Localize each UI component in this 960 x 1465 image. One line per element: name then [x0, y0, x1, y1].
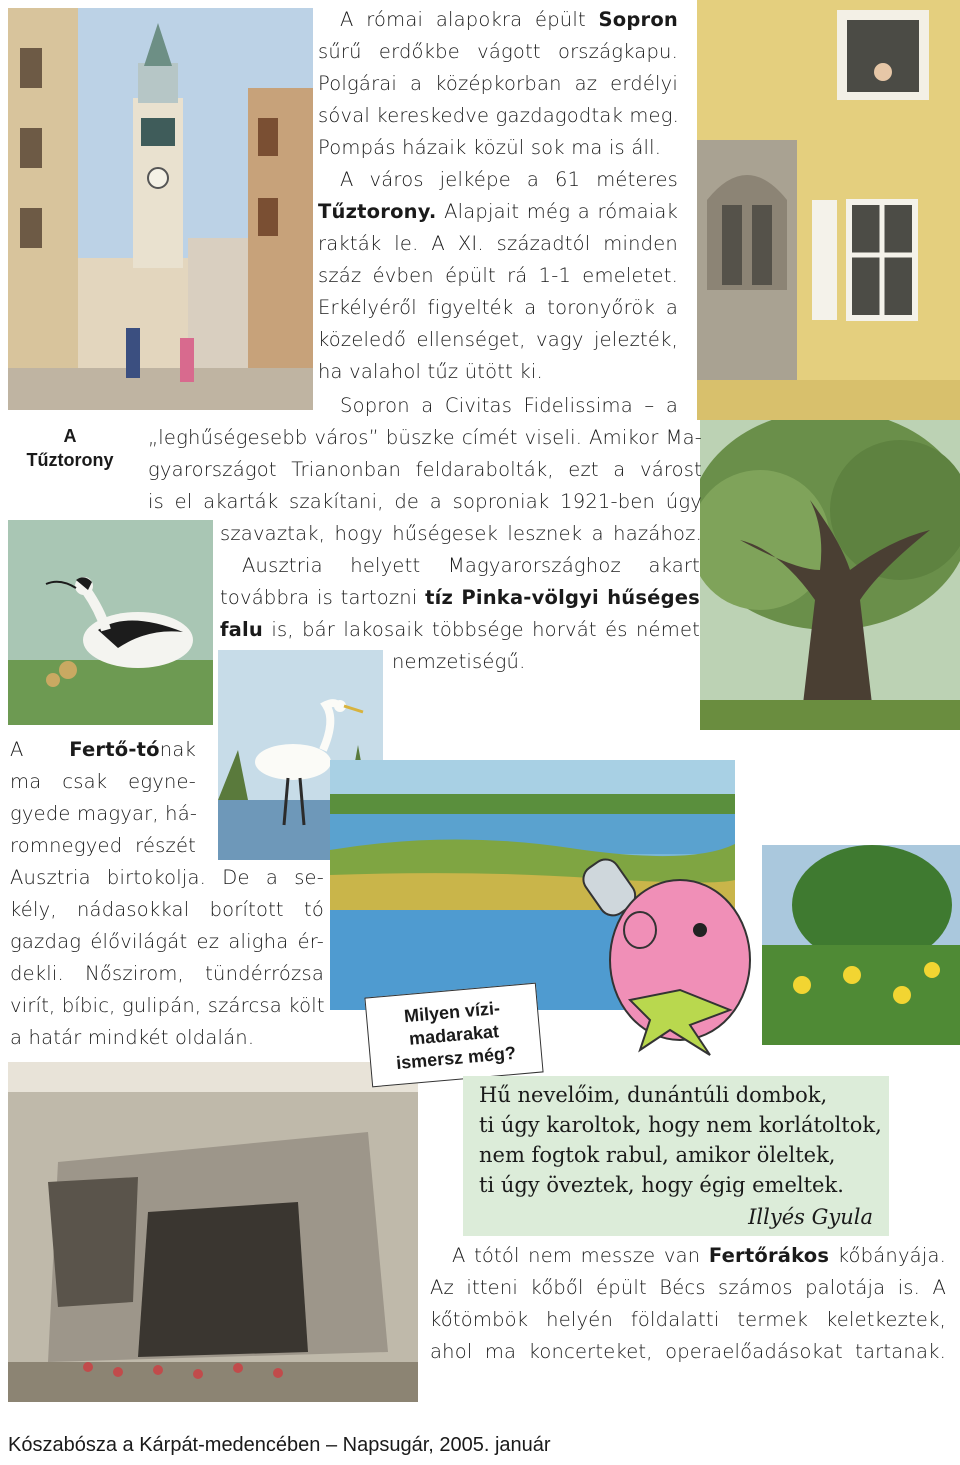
sopron-text-run: Alapjait még a rómaiak	[436, 200, 678, 223]
quarry-line	[430, 1272, 946, 1304]
sopron-text-run: Ausztria helyett Magyarországhoz akart	[242, 554, 700, 577]
sopron-text-run: Sopron a Civitas Fidelissima – a	[340, 394, 678, 417]
ferto-line	[10, 862, 324, 894]
ferto-line	[10, 766, 196, 798]
sopron-line	[220, 582, 700, 614]
ferto-line	[10, 894, 324, 926]
sopron-line	[340, 390, 678, 422]
sopron-text-run: gyarországot Trianonban feldarabolták, ezt a várost	[148, 458, 702, 481]
sopron-line	[318, 356, 678, 388]
poem-line-1: Hű nevelőim, dunántúli dombok,	[479, 1083, 828, 1107]
poem-line-4: ti úgy öveztek, hogy égig emeltek.	[479, 1173, 844, 1197]
sopron-text-run: Polgárai a középkorban az erdélyi	[318, 72, 678, 95]
sopron-text-run: továbbra is tartozni	[220, 586, 426, 609]
quarry-line	[430, 1304, 946, 1336]
iris-flowers-photo	[762, 845, 960, 1045]
ferto-text-run: ma csak egyne-	[10, 770, 196, 793]
sopron-line	[148, 486, 702, 518]
quarry-text-run: kőtömbök helyén földalatti termek keletkeztek,	[430, 1308, 946, 1331]
ferto-text-run: Ausztria birtokolja. De a se-	[10, 866, 324, 889]
sopron-line	[340, 4, 678, 36]
ferto-line	[10, 830, 196, 862]
sopron-text-run: „leghűségesebb város” büszke címét viseli. Amikor Ma-	[148, 426, 702, 449]
sopron-text-run: sóval kereskedve gazdagodtak meg.	[318, 104, 680, 127]
question-line-2: madarakat	[408, 1021, 500, 1049]
sopron-text-run: nemzetiségű.	[392, 650, 526, 673]
poem-author: Illyés Gyula	[748, 1205, 873, 1229]
sopron-text-run: Sopron	[598, 8, 678, 31]
sopron-text-run: ha valahol tűz ütött ki.	[318, 360, 543, 383]
sopron-line	[318, 132, 678, 164]
tuztorony-caption	[10, 424, 130, 472]
sopron-text-run: tíz Pinka-völgyi hűséges	[425, 586, 700, 609]
sopron-line	[318, 196, 678, 228]
sopron-text-run: is, bár lakosaik többsége horvát és német	[263, 618, 700, 641]
sopron-text-run: Pompás házaik közül sok ma is áll.	[318, 136, 662, 159]
ferto-text-run: virít, bíbic, gulipán, szárcsa költ	[10, 994, 325, 1017]
sopron-line	[392, 646, 700, 678]
quarry-line	[430, 1336, 946, 1368]
ferto-text-run: gazdag élővilágát ez aligha ér-	[10, 930, 324, 953]
sopron-article-text	[0, 0, 960, 700]
ferto-text-run: gyede magyar, há-	[10, 802, 198, 825]
sopron-line	[220, 614, 700, 646]
sopron-text-run: A város jelképe a 61 méteres	[340, 168, 678, 191]
sopron-text-run: A római alapokra épült	[340, 8, 599, 31]
sopron-text-run: száz évben épült rá 1-1 emeletet.	[318, 264, 678, 287]
ferto-line	[10, 958, 324, 990]
quarry-text-run: Az itteni kőből épült Bécs számos palotája is. A	[430, 1276, 946, 1299]
sopron-text-run: Tűztorony.	[318, 200, 437, 223]
cartoon-dragon-illustration	[570, 850, 760, 1065]
sopron-line	[148, 454, 702, 486]
caption-line-1: A	[63, 426, 77, 446]
sopron-line	[148, 422, 702, 454]
ferto-text-run: romnegyed részét	[10, 834, 196, 857]
sopron-line	[242, 550, 700, 582]
ferto-line	[10, 798, 196, 830]
sopron-line	[318, 292, 678, 324]
ferto-line	[10, 734, 196, 766]
sopron-line	[318, 228, 678, 260]
quarry-text-run: ahol ma koncerteket, operaelőadásokat tartanak.	[430, 1340, 946, 1363]
sopron-text-run: Erkélyéről figyelték a toronyőrök a	[318, 296, 678, 319]
poem-line-3: nem fogtok rabul, amikor öleltek,	[479, 1143, 836, 1167]
ferto-line	[10, 990, 324, 1022]
sopron-line	[340, 164, 678, 196]
ferto-text-run: dekli. Nőszirom, tündérrózsa	[10, 962, 324, 985]
ferto-line	[10, 1022, 324, 1054]
ferto-line	[10, 926, 324, 958]
sopron-text-run: is el akarták szakítani, de a soproniak 1921-ben úgy	[148, 490, 702, 513]
sopron-line	[318, 100, 678, 132]
question-line-1: Milyen vízi-	[403, 997, 501, 1027]
sopron-line	[220, 518, 702, 550]
sopron-text-run: rakták le. A XI. századtól minden	[318, 232, 678, 255]
ferto-text-run: kély, nádasokkal borított tó	[10, 898, 324, 921]
caption-line-2: Tűztorony	[26, 450, 114, 470]
sopron-line	[318, 36, 678, 68]
quarry-text-run: kőbányája.	[829, 1244, 946, 1267]
sopron-line	[318, 324, 678, 356]
ferto-text-run: a határ mindkét oldalán.	[10, 1026, 255, 1049]
quarry-photo	[8, 1062, 418, 1402]
footer-credit: Kószabósza a Kárpát-medencében – Napsugár, 2005. január	[8, 1434, 551, 1456]
quarry-text-run: Fertőrákos	[708, 1244, 830, 1267]
ferto-text-run: A	[10, 738, 70, 761]
sopron-text-run: szavaztak, hogy hűségesek lesznek a hazához.	[220, 522, 702, 545]
quarry-text-run: A tótól nem messze van	[452, 1244, 709, 1267]
quarry-line	[452, 1240, 946, 1272]
ferto-text-run: nak	[159, 738, 196, 761]
ferto-text-run: Fertő-tó	[69, 738, 160, 761]
poem-line-2: ti úgy karoltok, hogy nem korlátoltok,	[479, 1113, 882, 1137]
sopron-text-run: falu	[220, 618, 264, 641]
sopron-line	[318, 260, 678, 292]
sopron-line	[318, 68, 678, 100]
question-box	[364, 983, 543, 1088]
sopron-text-run: közeledő ellenséget, vagy jelezték,	[318, 328, 678, 351]
poem-box	[463, 1076, 889, 1236]
question-line-3: ismersz még?	[395, 1042, 517, 1074]
sopron-text-run: sűrű erdőkbe vágott országkapu.	[318, 40, 678, 63]
